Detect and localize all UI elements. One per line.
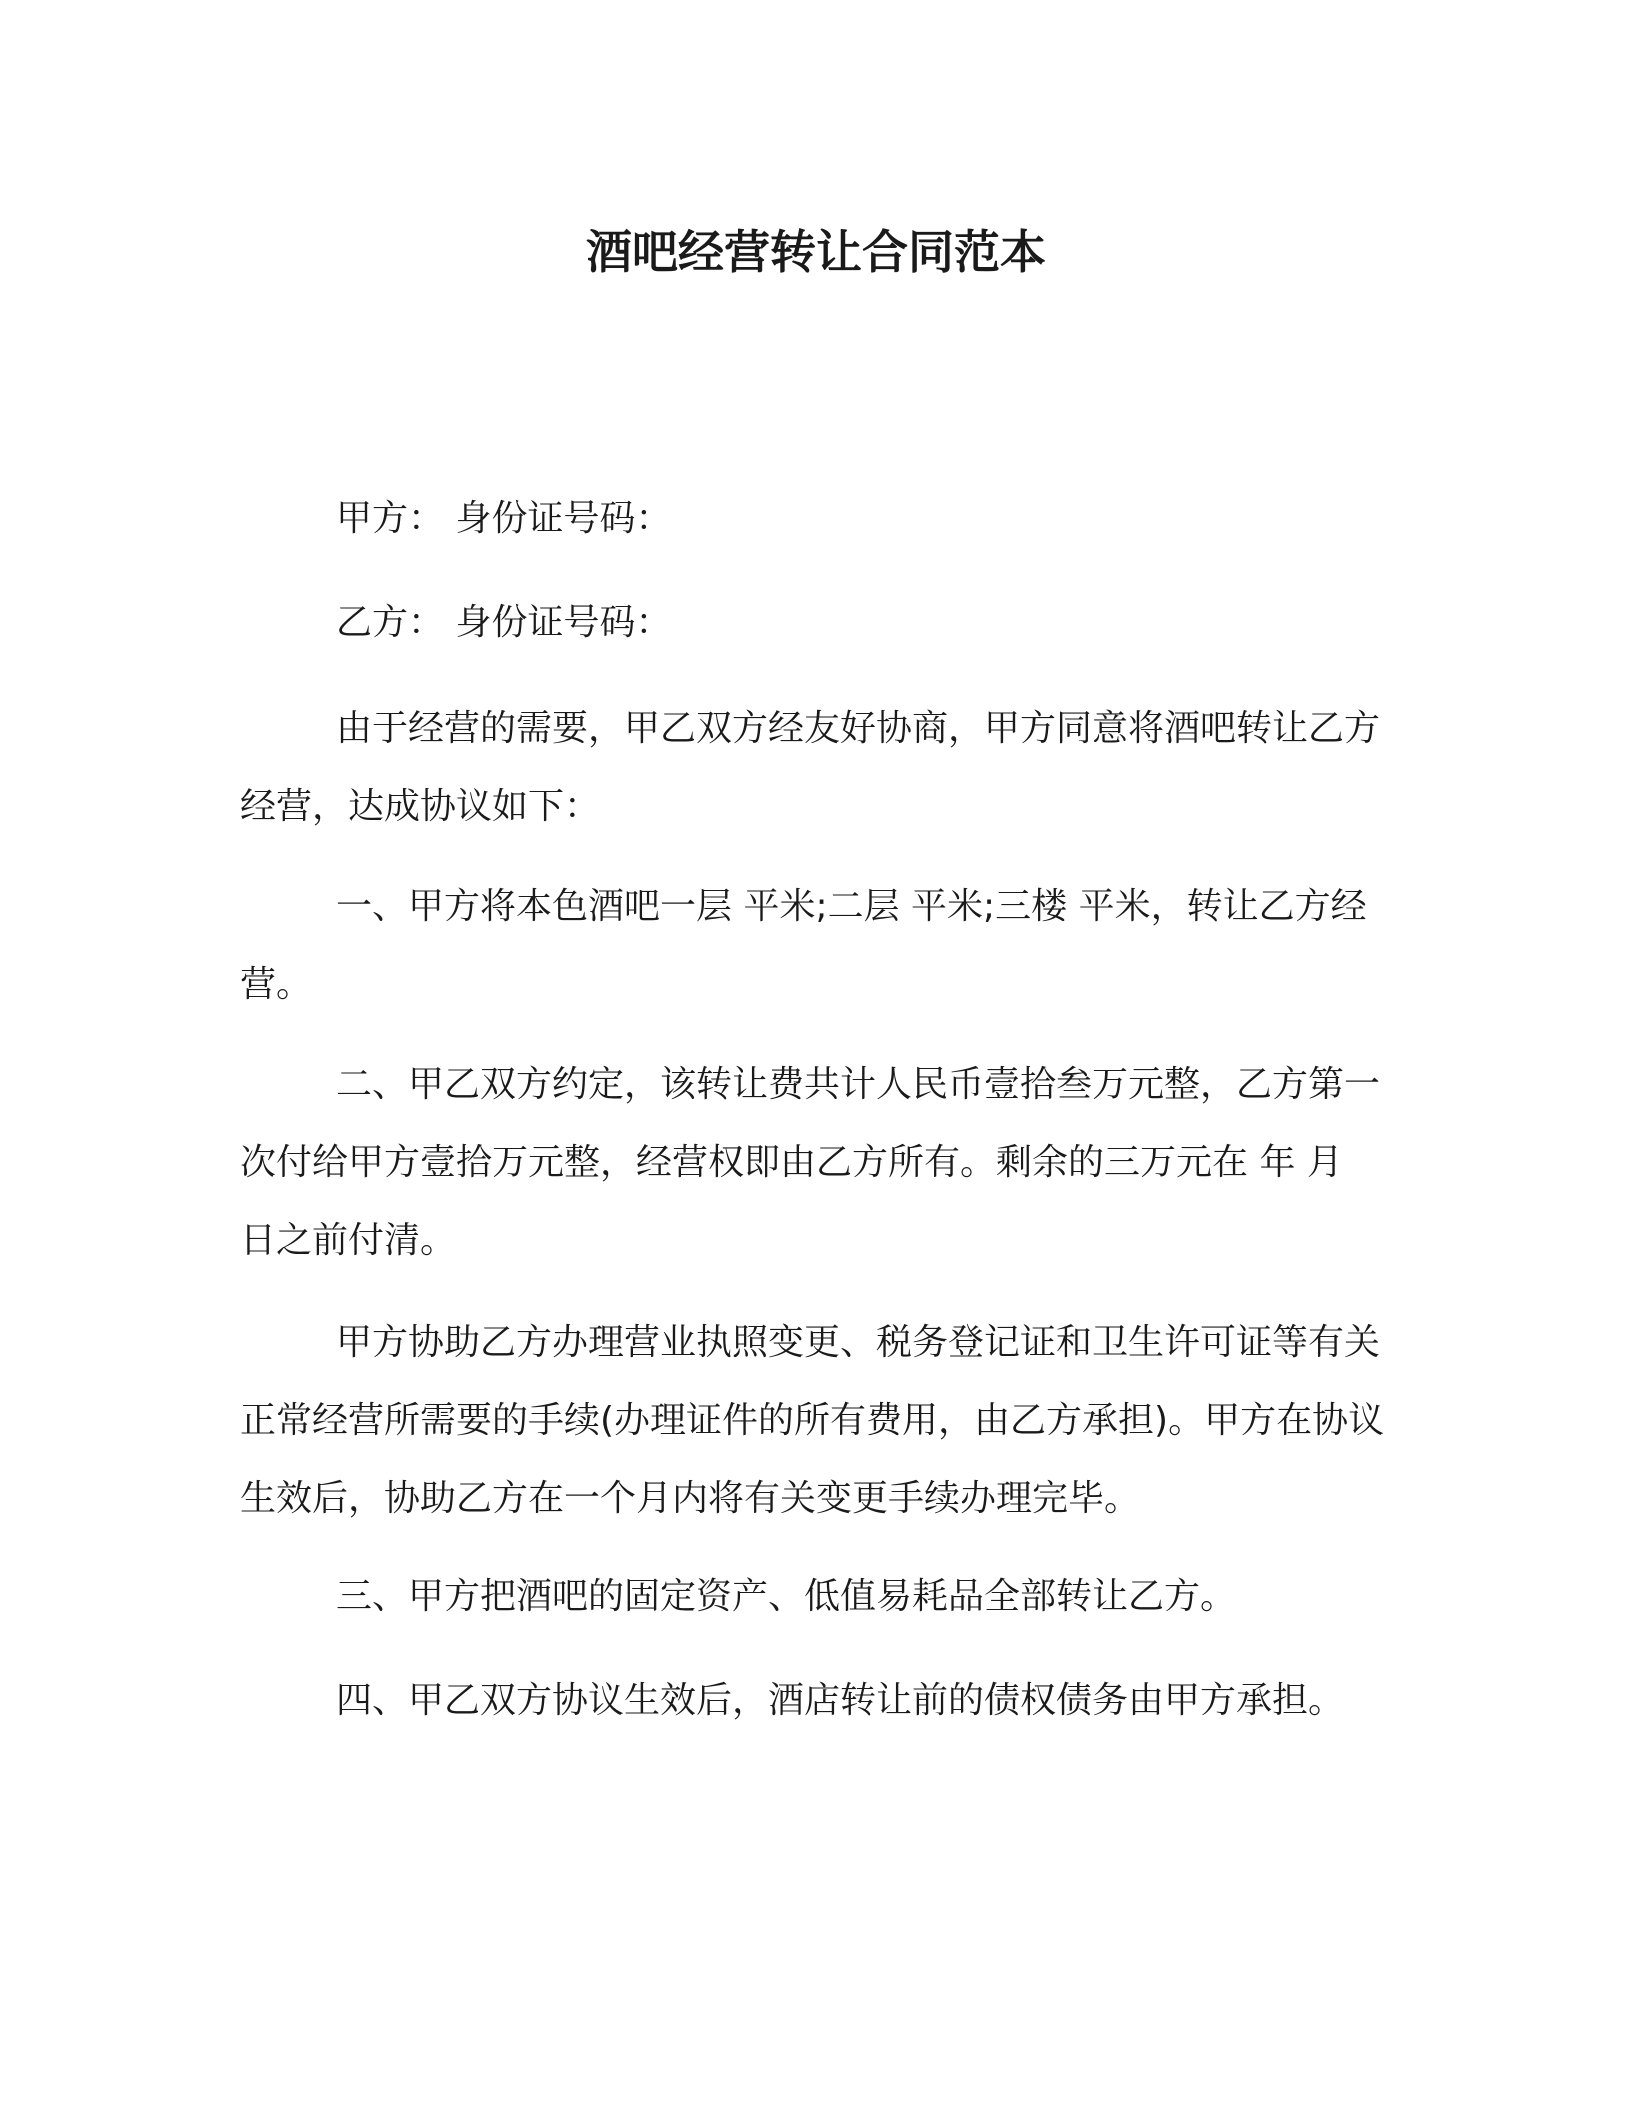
paragraph-clause-1: 一、甲方将本色酒吧一层 平米;二层 平米;三楼 平米，转让乙方经营。 [240, 886, 1367, 1005]
paragraph-party-b: 乙方： 身份证号码： [336, 602, 672, 643]
paragraph-clause-3: 三、甲方把酒吧的固定资产、低值易耗品全部转让乙方。 [336, 1576, 1237, 1617]
paragraph-party-a: 甲方： 身份证号码： [336, 498, 672, 539]
document-title: 酒吧经营转让合同范本 [586, 225, 1046, 279]
paragraph-clause-4: 四、甲乙双方协议生效后，酒店转让前的债权债务由甲方承担。 [336, 1680, 1345, 1721]
paragraph-clause-2: 二、甲乙双方约定，该转让费共计人民币壹拾叁万元整，乙方第一次付给甲方壹拾万元整，经营权即由乙方所有。剩余的三万元在 年 月 日之前付清。 [240, 1064, 1381, 1261]
paragraph-preamble: 由于经营的需要，甲乙双方经友好协商，甲方同意将酒吧转让乙方经营，达成协议如下： [240, 708, 1381, 827]
paragraph-clause-2-detail: 甲方协助乙方办理营业执照变更、税务登记证和卫生许可证等有关正常经营所需要的手续(办理证件的所有费用，由乙方承担)。甲方在协议生效后，协助乙方在一个月内将有关变更手续办理完毕。 [240, 1322, 1385, 1519]
